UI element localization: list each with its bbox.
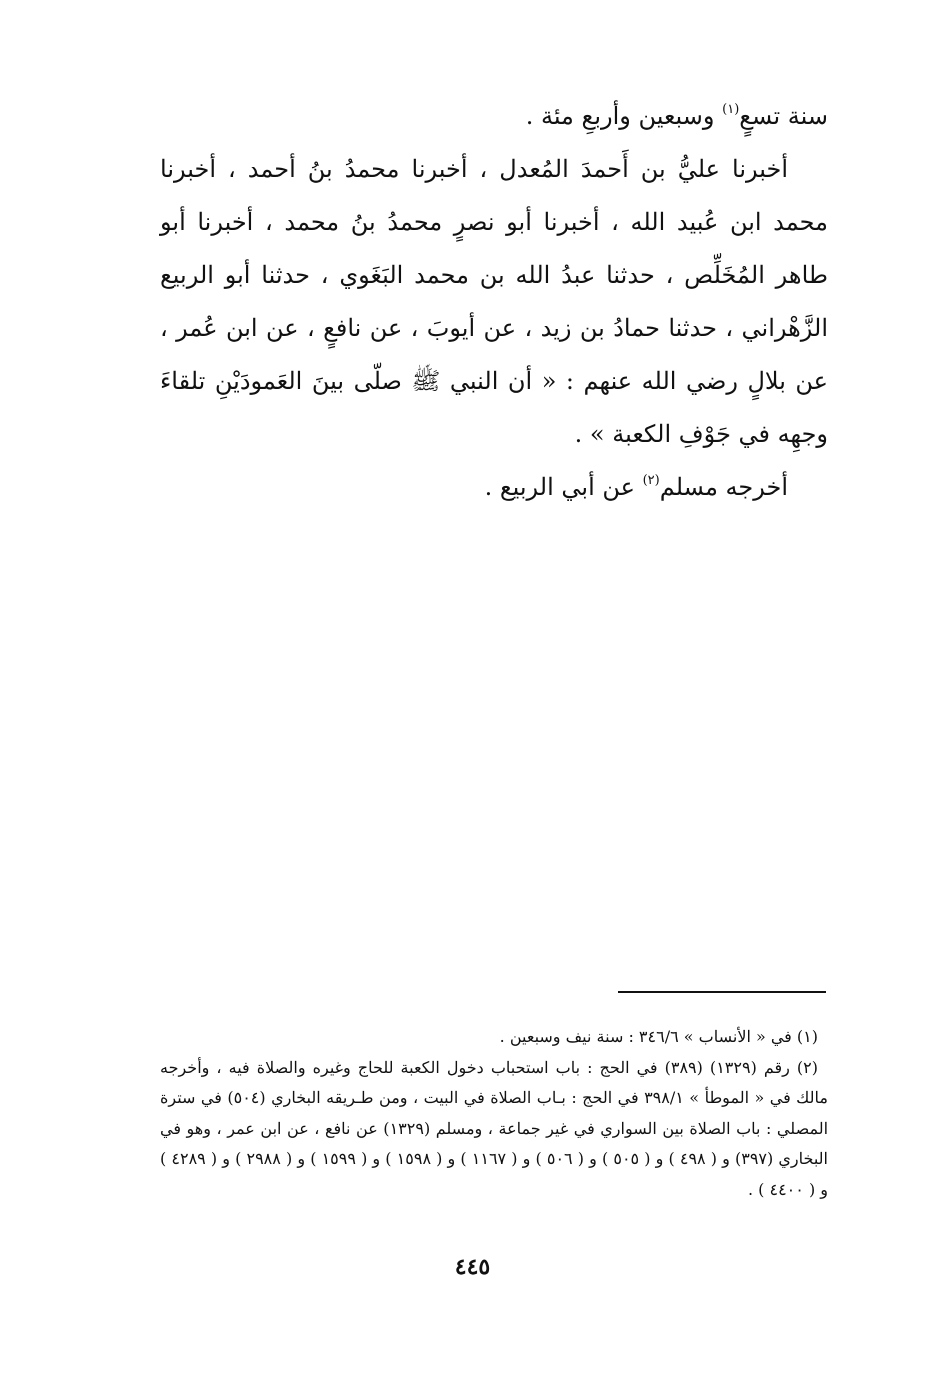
takhrij-text: أخرجه مسلم: [659, 473, 788, 501]
page-number: ٤٤٥: [454, 1254, 491, 1280]
footnote-1: (١) في « الأنساب » ٣٤٦/٦ : سنة نيف وسبعين .: [499, 1027, 818, 1046]
opening-line-text: سنة تسعٍ: [739, 102, 828, 130]
opening-line: [160, 90, 828, 143]
takhrij-line: [160, 461, 828, 514]
opening-line-text-end: وسبعين وأربعِ مئة .: [525, 102, 723, 130]
footnotes: [160, 1022, 828, 1205]
takhrij-text-end: عن أبي الربيع .: [484, 473, 643, 501]
footnote-separator: [618, 991, 826, 993]
footnote-ref-2: (٢): [642, 473, 660, 488]
hadith-paragraph: أخبرنا عليُّ بن أَحمدَ المُعدل ، أخبرنا محمدُ بنُ أحمد ، أخبرنا محمد ابن عُبيد الله ، أخبرنا أبو نصرٍ محمدُ بنُ محمد ، أخبرنا أبو طاهر المُخَلِّص ، حدثنا عبدُ الله بن محمد البَغَوي ، حدثنا أبو الربيع الزَّهْراني ، حدثنا حمادُ بن زيد ، عن أيوبَ ، عن نافعٍ ، عن ابن عُمر ، عن بلالٍ رضي الله عنهم : « أن النبي ﷺ صلّى بينَ العَمودَيْنِ تلقاءَ وجهِه في جَوْفِ الكعبة » .: [160, 155, 828, 448]
footnote-2: (٢) رقم (١٣٢٩) (٣٨٩) في الحج : باب استحباب دخول الكعبة للحاج وغيره والصلاة فيه ، وأخرجه مالك في « الموطأ » ٣٩٨/١ في الحج : بـاب الصلاة في البيت ، ومن طـريقه البخاري (٥٠٤) في سترة المصلي : باب الصلاة بين السواري في غير جماعة ، ومسلم (١٣٢٩) عن نافع ، عن ابن عمر ، وهو في البخاري (٣٩٧) و ( ٤٩٨ ) و ( ٥٠٥ ) و ( ٥٠٦ ) و ( ١١٦٧ ) و ( ١٥٩٨ ) و ( ١٥٩٩ ) و ( ٢٩٨٨ ) و ( ٤٢٨٩ ) و ( ٤٤٠٠ ) .: [160, 1057, 829, 1199]
footnote-ref-1: (١): [722, 102, 740, 117]
main-text: [160, 90, 828, 514]
